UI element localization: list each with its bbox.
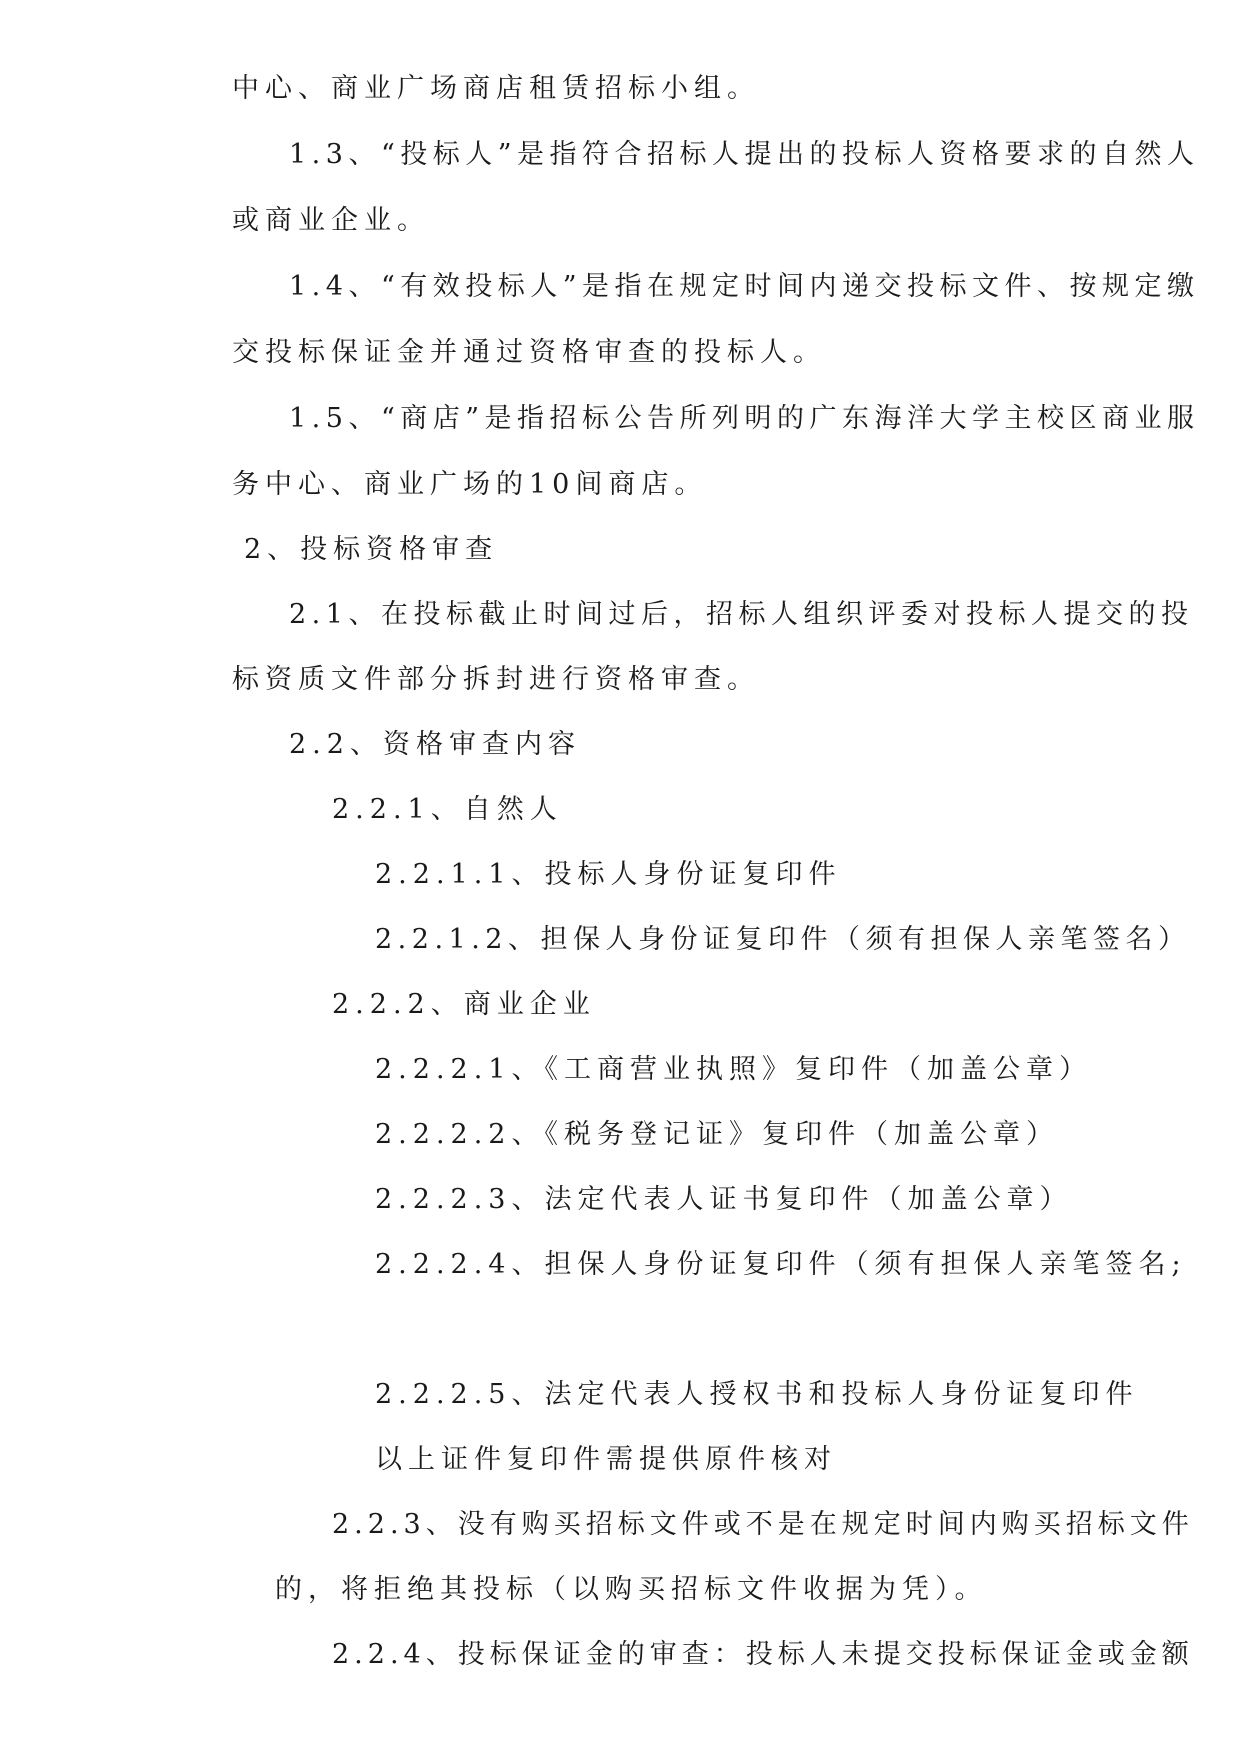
list-item: 2.2.1.2、担保人身份证复印件（须有担保人亲笔签名） <box>375 924 1191 955</box>
text-line: 务中心、商业广场的10间商店。 <box>232 469 708 500</box>
text-line: 1.3、“投标人”是指符合招标人提出的投标人资格要求的自然人 <box>289 139 1200 170</box>
list-item: 2.2.2.2、《税务登记证》复印件（加盖公章） <box>375 1119 1059 1150</box>
list-item: 2.2.2.4、担保人身份证复印件（须有担保人亲笔签名; <box>375 1249 1187 1280</box>
text-line: 交投标保证金并通过资格审查的投标人。 <box>232 337 826 368</box>
text-line: 2.2.3、没有购买招标文件或不是在规定时间内购买招标文件 <box>332 1509 1194 1540</box>
text-line: 2.2.4、投标保证金的审查：投标人未提交投标保证金或金额 <box>332 1639 1194 1670</box>
text-line: 的，将拒绝其投标（以购买招标文件收据为凭）。 <box>275 1574 988 1605</box>
list-item: 2.2.1.1、投标人身份证复印件 <box>375 859 842 890</box>
subsection-heading: 2.2、资格审查内容 <box>289 729 581 760</box>
section-heading: 2、投标资格审查 <box>244 534 499 565</box>
text-line: 中心、商业广场商店租赁招标小组。 <box>232 73 760 104</box>
text-line: 1.4、“有效投标人”是指在规定时间内递交投标文件、按规定缴 <box>289 271 1200 302</box>
text-line: 2.1、在投标截止时间过后，招标人组织评委对投标人提交的投 <box>289 599 1194 630</box>
text-line: 1.5、“商店”是指招标公告所列明的广东海洋大学主校区商业服 <box>289 403 1200 434</box>
text-line: 标资质文件部分拆封进行资格审查。 <box>232 664 760 695</box>
subsection-heading: 2.2.1、自然人 <box>332 794 563 825</box>
subsection-heading: 2.2.2、商业企业 <box>332 989 596 1020</box>
list-item: 2.2.2.5、法定代表人授权书和投标人身份证复印件 <box>375 1379 1139 1410</box>
list-item: 2.2.2.3、法定代表人证书复印件（加盖公章） <box>375 1184 1073 1215</box>
list-item: 2.2.2.1、《工商营业执照》复印件（加盖公章） <box>375 1054 1092 1085</box>
note-line: 以上证件复印件需提供原件核对 <box>375 1444 837 1475</box>
text-line: 或商业企业。 <box>232 205 430 236</box>
